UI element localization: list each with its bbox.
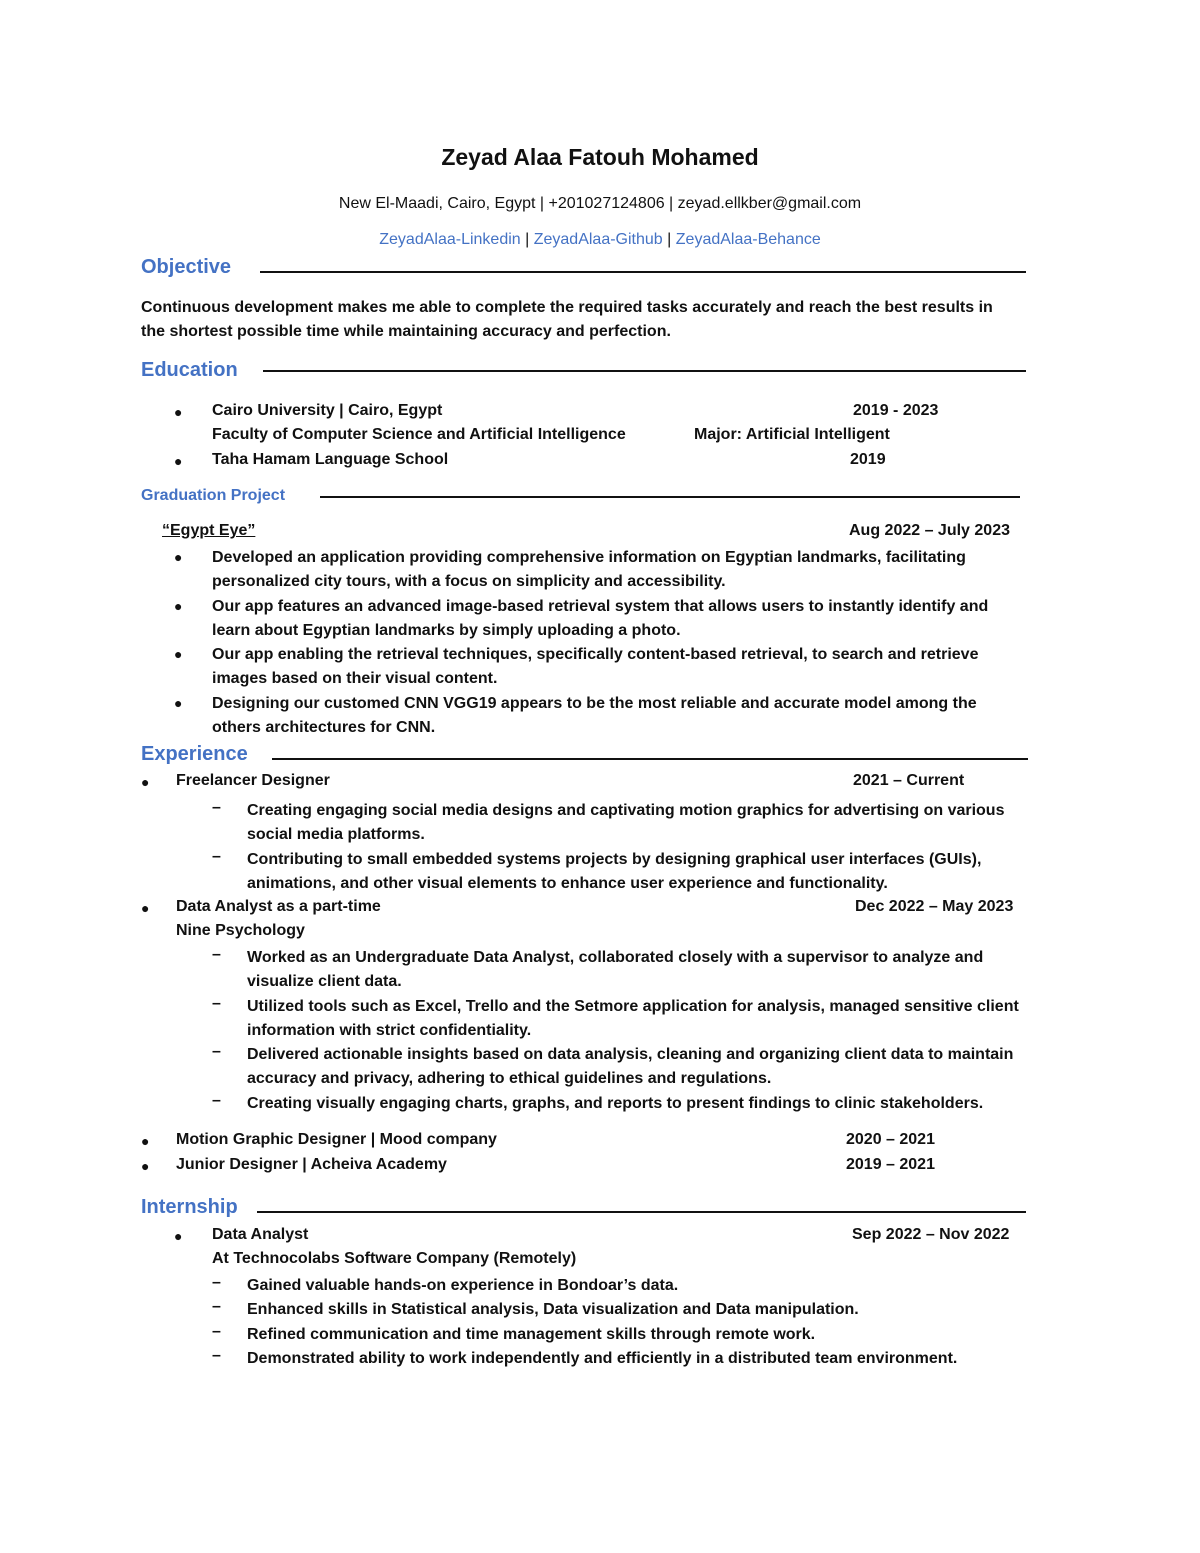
dash-icon: –	[212, 1043, 221, 1060]
bullet-icon: ●	[174, 404, 183, 420]
internship-company: At Technocolabs Software Company (Remotely)	[212, 1250, 577, 1267]
link-separator: |	[667, 231, 672, 248]
section-heading-internship: Internship	[141, 1196, 238, 1218]
dash-icon: –	[212, 946, 221, 963]
objective-line: the shortest possible time while maintaining accuracy and perfection.	[141, 323, 671, 340]
dash-icon: –	[212, 1323, 221, 1340]
job-point: Creating visually engaging charts, graphs, and reports to present findings to clinic stakeholders.	[247, 1095, 984, 1112]
objective-line: Continuous development makes me able to complete the required tasks accurately and reach the best results in	[141, 299, 993, 316]
education-major: Major: Artificial Intelligent	[694, 426, 890, 443]
bullet-icon: ●	[174, 1228, 183, 1244]
job-point: information with strict confidentiality.	[247, 1022, 532, 1039]
job-date: 2021 – Current	[853, 772, 965, 789]
job-title: Freelancer Designer	[176, 772, 330, 789]
job-point: visualize client data.	[247, 973, 402, 990]
section-divider	[257, 1211, 1026, 1213]
project-point: Our app enabling the retrieval techniques, specifically content-based retrieval, to search and retrieve	[212, 646, 979, 663]
job-point: Delivered actionable insights based on data analysis, cleaning and organizing client data to maintain	[247, 1046, 1014, 1063]
job-title: Junior Designer | Acheiva Academy	[176, 1156, 447, 1173]
job-point: accuracy and privacy, adhering to ethical guidelines and regulations.	[247, 1070, 772, 1087]
project-point: Designing our customed CNN VGG19 appears to be the most reliable and accurate model among the	[212, 695, 977, 712]
project-date: Aug 2022 – July 2023	[849, 522, 1010, 539]
internship-point: Gained valuable hands-on experience in Bondoar’s data.	[247, 1277, 679, 1294]
project-point: Developed an application providing comprehensive information on Egyptian landmarks, facilitating	[212, 549, 966, 566]
job-point: social media platforms.	[247, 826, 425, 843]
project-point: personalized city tours, with a focus on simplicity and accessibility.	[212, 573, 726, 590]
education-date: 2019	[850, 451, 886, 468]
bullet-icon: ●	[141, 900, 150, 916]
link-separator: |	[525, 231, 530, 248]
bullet-icon: ●	[174, 598, 183, 614]
section-divider	[320, 496, 1020, 498]
dash-icon: –	[212, 799, 221, 816]
dash-icon: –	[212, 995, 221, 1012]
behance-link[interactable]: ZeyadAlaa-Behance	[675, 231, 821, 248]
job-point: animations, and other visual elements to enhance user experience and functionality.	[247, 875, 888, 892]
internship-point: Enhanced skills in Statistical analysis, Data visualization and Data manipulation.	[247, 1301, 859, 1318]
section-heading-graduation-project: Graduation Project	[141, 487, 286, 504]
section-heading-experience: Experience	[141, 743, 248, 765]
dash-icon: –	[212, 848, 221, 865]
job-point: Utilized tools such as Excel, Trello and the Setmore application for analysis, managed sensitive client	[247, 998, 1019, 1015]
section-divider	[260, 271, 1026, 273]
job-company: Nine Psychology	[176, 922, 305, 939]
education-title: Taha Hamam Language School	[212, 451, 449, 468]
bullet-icon: ●	[174, 646, 183, 662]
contact-line: New El-Maadi, Cairo, Egypt | +201027124806 | zeyad.ellkber@gmail.com	[338, 195, 862, 212]
project-point: learn about Egyptian landmarks by simply uploading a photo.	[212, 622, 681, 639]
job-point: Worked as an Undergraduate Data Analyst, collaborated closely with a supervisor to analyze and	[247, 949, 984, 966]
bullet-icon: ●	[141, 774, 150, 790]
job-point: Contributing to small embedded systems projects by designing graphical user interfaces (GUIs),	[247, 851, 982, 868]
project-point: others architectures for CNN.	[212, 719, 436, 736]
dash-icon: –	[212, 1092, 221, 1109]
dash-icon: –	[212, 1347, 221, 1364]
job-date: Dec 2022 – May 2023	[855, 898, 1014, 915]
education-detail: Faculty of Computer Science and Artificial Intelligence	[212, 426, 626, 443]
linkedin-link[interactable]: ZeyadAlaa-Linkedin	[379, 231, 521, 248]
section-heading-education: Education	[141, 359, 238, 381]
internship-title: Data Analyst	[212, 1226, 309, 1243]
job-title: Data Analyst as a part-time	[176, 898, 381, 915]
job-date: 2020 – 2021	[846, 1131, 935, 1148]
internship-point: Refined communication and time management skills through remote work.	[247, 1326, 816, 1343]
section-divider	[263, 370, 1026, 372]
internship-point: Demonstrated ability to work independently and efficiently in a distributed team environment.	[247, 1350, 958, 1367]
candidate-name: Zeyad Alaa Fatouh Mohamed	[441, 144, 759, 170]
dash-icon: –	[212, 1274, 221, 1291]
project-point: Our app features an advanced image-based retrieval system that allows users to instantly identify and	[212, 598, 989, 615]
section-heading-objective: Objective	[141, 256, 232, 278]
bullet-icon: ●	[174, 695, 183, 711]
job-point: Creating engaging social media designs and captivating motion graphics for advertising on various	[247, 802, 1005, 819]
github-link[interactable]: ZeyadAlaa-Github	[533, 231, 663, 248]
education-title: Cairo University | Cairo, Egypt	[212, 402, 443, 419]
dash-icon: –	[212, 1298, 221, 1315]
project-point: images based on their visual content.	[212, 670, 498, 687]
education-date: 2019 - 2023	[853, 402, 939, 419]
bullet-icon: ●	[174, 453, 183, 469]
bullet-icon: ●	[174, 549, 183, 565]
project-title: “Egypt Eye”	[162, 522, 256, 539]
bullet-icon: ●	[141, 1158, 150, 1174]
bullet-icon: ●	[141, 1133, 150, 1149]
section-divider	[272, 758, 1028, 760]
internship-date: Sep 2022 – Nov 2022	[852, 1226, 1010, 1243]
job-date: 2019 – 2021	[846, 1156, 935, 1173]
profile-links	[0, 231, 1200, 249]
job-title: Motion Graphic Designer | Mood company	[176, 1131, 497, 1148]
